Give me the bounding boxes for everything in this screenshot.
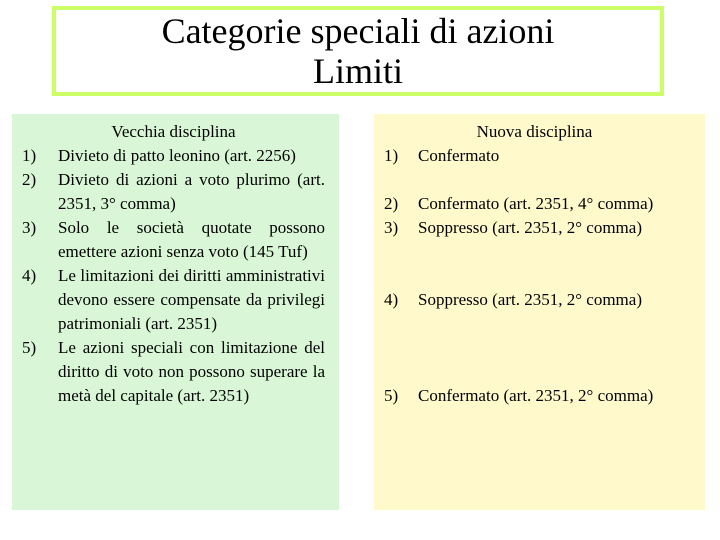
- list-item: [384, 384, 685, 408]
- old-discipline-panel: [12, 114, 339, 510]
- item-number: 4): [384, 290, 399, 309]
- item-text: Solo le società quotate possono emettere azioni senza voto (145 Tuf): [58, 218, 325, 261]
- item-number: 5): [384, 386, 399, 405]
- item-text: Divieto di azioni a voto plurimo (art. 2351, 3° comma): [58, 170, 325, 213]
- new-discipline-panel: [374, 114, 705, 510]
- new-discipline-heading: Nuova disciplina: [476, 122, 593, 141]
- item-number: 4): [22, 266, 37, 285]
- item-text: Le limitazioni dei diritti amministrativi devono essere compensate da privilegi patrimoniali (art. 2351): [58, 266, 325, 333]
- item-number: 5): [22, 338, 37, 357]
- item-number: 3): [22, 218, 37, 237]
- title-line1: Categorie speciali di azioni: [161, 11, 555, 51]
- item-number: 2): [22, 170, 37, 189]
- list-item: [22, 216, 325, 264]
- title-box: [52, 6, 664, 96]
- item-text: Soppresso (art. 2351, 2° comma): [418, 290, 642, 309]
- item-text: Confermato: [418, 146, 500, 165]
- item-text: Le azioni speciali con limitazione del diritto di voto non possono superare la metà del capitale (art. 2351): [58, 338, 325, 405]
- list-item: [22, 264, 325, 336]
- item-text: Soppresso (art. 2351, 2° comma): [418, 218, 642, 237]
- item-number: 1): [384, 146, 399, 165]
- list-item: [22, 336, 325, 408]
- old-discipline-heading: Vecchia disciplina: [111, 122, 236, 141]
- list-item: [384, 192, 685, 216]
- title-line2: Limiti: [313, 51, 403, 91]
- item-text: Divieto di patto leonino (art. 2256): [58, 146, 296, 165]
- list-item: [384, 216, 685, 288]
- item-number: 3): [384, 218, 399, 237]
- item-number: 2): [384, 194, 399, 213]
- item-number: 1): [22, 146, 37, 165]
- list-item: [22, 144, 325, 168]
- item-text: Confermato (art. 2351, 2° comma): [418, 386, 654, 405]
- list-item: [384, 144, 685, 192]
- item-text: Confermato (art. 2351, 4° comma): [418, 194, 654, 213]
- list-item: [22, 168, 325, 216]
- list-item: [384, 288, 685, 384]
